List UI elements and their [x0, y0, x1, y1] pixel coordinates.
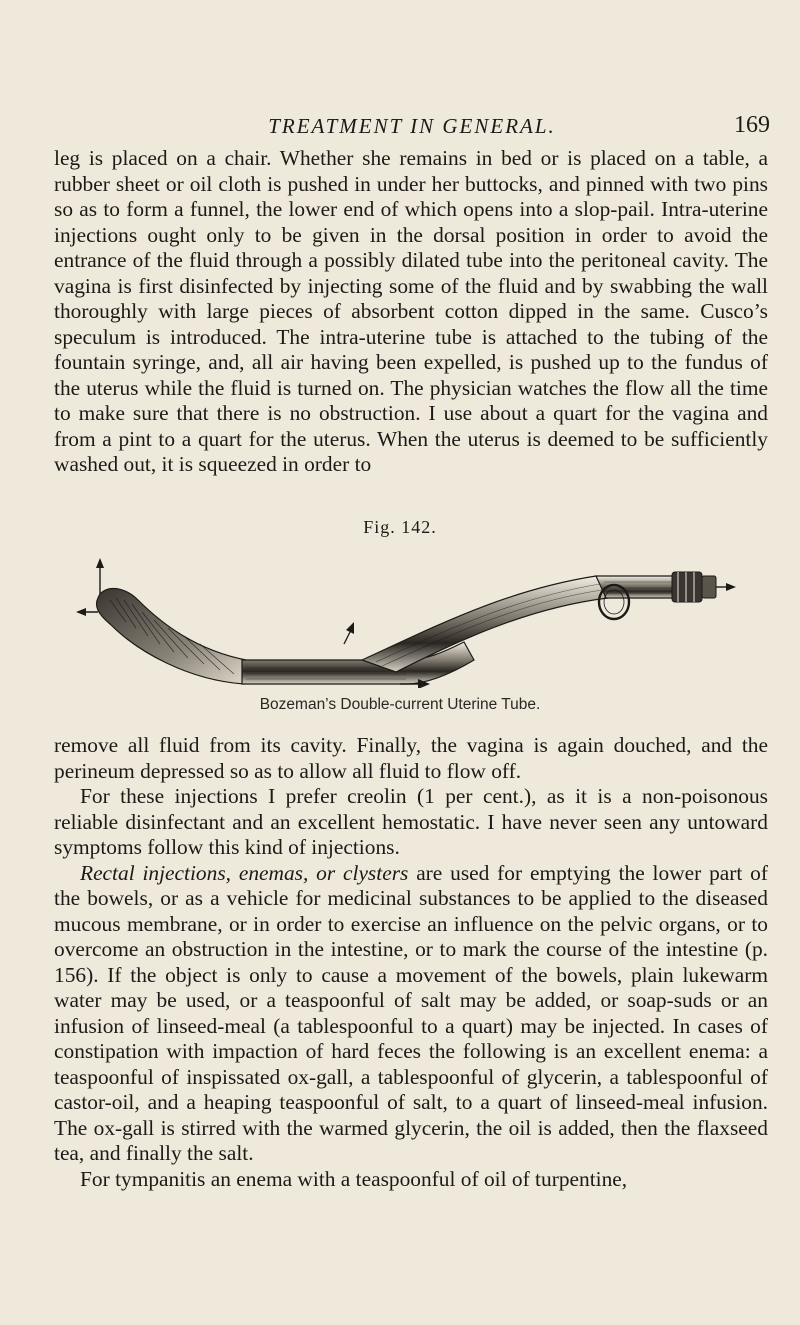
arrow-middle-upper	[344, 622, 354, 644]
figure-label: Fig. 142.	[363, 517, 437, 537]
arrow-left-vertical	[96, 558, 104, 596]
top-text-block	[54, 146, 768, 478]
tube-ring	[599, 585, 629, 619]
paragraph-creolin: For these injections I prefer creolin (1 per cent.), as it is a non-poisonous reliable disinfectant and an excellent hemostatic. I have never seen any untoward symptoms follow this kind of injections.	[54, 784, 768, 859]
paragraph-tympanitis: For tympanitis an enema with a teaspoonful of oil of turpentine,	[80, 1166, 628, 1191]
continued-paragraph: leg is placed on a chair. Whether she remains in bed or is placed on a table, a rubber sheet or oil cloth is pushed in under her buttocks, and pinned with two pins so as to form a funnel, the lower end of which opens into a slop-pail. Intra-uterine injections ought only to be given in the dorsal position in order to avoid the entrance of the fluid through a possibly dilated tube into the peritoneal cavity. The vagina is first disinfected by injecting some of the fluid and by swabbing the wall thoroughly with large pieces of absorbent cotton dipped in the same. Cusco’s speculum is introduced. The intra-uterine tube is attached to the tubing of the fountain syringe, and, all air having been expelled, is pushed up to the fundus of the uterus while the fluid is turned on. The physician watches the flow all the time to make sure that there is no obstruction. I use about a quart for the vagina and from a pint to a quart for the uterus. When the uterus is deemed to be sufficiently washed out, it is squeezed in order to	[54, 146, 768, 476]
paragraph-continuation: remove all fluid from its cavity. Finally, the vagina is again douched, and the perineum depressed so as to allow all fluid to flow off.	[54, 733, 768, 783]
rectal-injections-term: Rectal injections, enemas, or clysters	[80, 860, 409, 885]
rectal-injections-text: are used for emptying the lower part of the bowels, or as a vehicle for medicinal substances to be applied to the diseased mucous membrane, or in order to exercise an influence on the pelvic organs, or to overcome an obstruction in the intestine, or to mark the course of the intestine (p. 156). If the object is only to cause a movement of the bowels, plain lukewarm water may be used, or a teaspoonful of salt may be added, or soap-suds or an infusion of linseed-meal (a tablespoonful to a quart) may be injected. In cases of constipation with impaction of hard feces the following is an excellent enema: a teaspoonful of inspissated ox-gall, a tablespoonful of glycerin, a tablespoonful of castor-oil, and a heaping teaspoonful of salt, to a quart of linseed-meal infusion. The ox-gall is stirred with the warmed glycerin, the oil is added, then the flaxseed tea, and finally the salt.	[54, 860, 768, 1165]
arrow-left-horizontal	[76, 608, 98, 616]
figure-caption: Bozeman’s Double-current Uterine Tube.	[259, 696, 541, 713]
uterine-tube-illustration	[76, 556, 736, 688]
bottom-text-block	[54, 733, 768, 1192]
arrow-right	[716, 583, 736, 591]
figure-illustration	[76, 556, 736, 688]
paragraph-rectal-injections	[54, 861, 768, 1167]
running-header	[54, 108, 770, 140]
tube-rising-curve	[362, 576, 608, 672]
running-title: TREATMENT IN GENERAL.	[268, 114, 556, 138]
page-number: 169	[734, 112, 770, 138]
tube-end-connector	[672, 572, 716, 602]
